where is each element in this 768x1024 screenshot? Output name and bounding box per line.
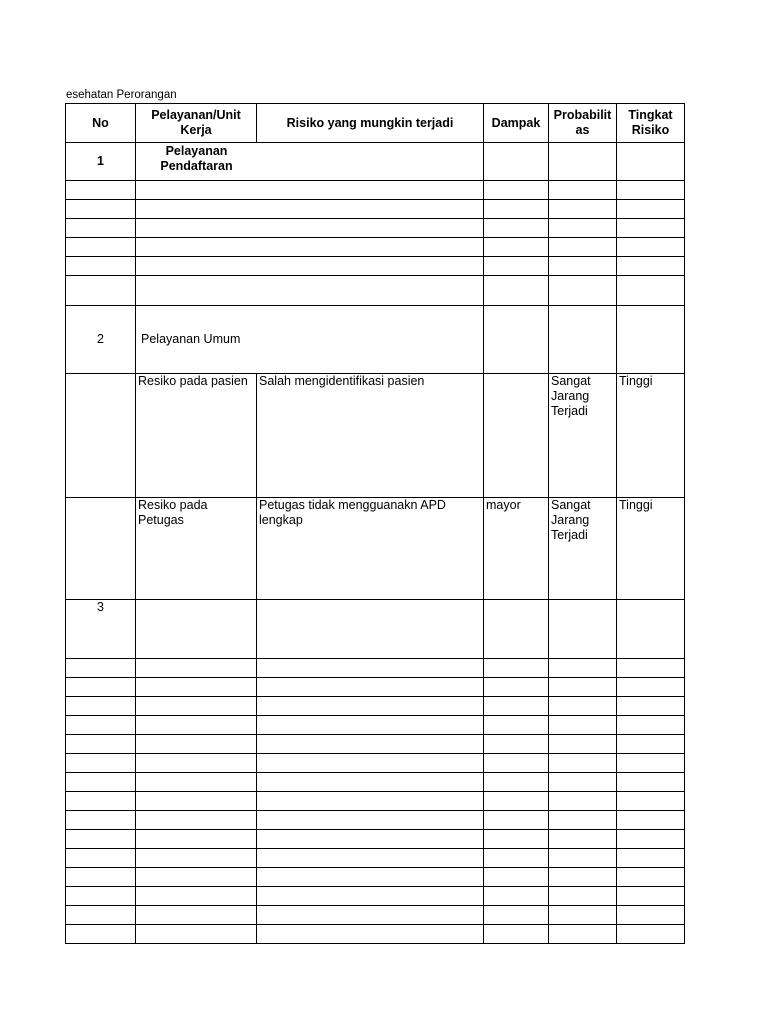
header-impact: Dampak: [484, 104, 549, 143]
risk-table: [65, 103, 685, 944]
section-2-unit: Pelayanan Umum: [136, 306, 484, 374]
blank-row: [66, 257, 685, 276]
blank-row: [66, 238, 685, 257]
blank-row: [66, 906, 685, 925]
header-risk: Risiko yang mungkin terjadi: [257, 104, 484, 143]
blank-row: [66, 716, 685, 735]
section-3-no: 3: [66, 600, 136, 659]
staff-risk: Petugas tidak mengguanakn APD lengkap: [257, 498, 484, 600]
staff-impact: mayor: [484, 498, 549, 600]
blank-row: [66, 868, 685, 887]
patient-risk: Salah mengidentifikasi pasien: [257, 374, 484, 498]
blank-row: [66, 181, 685, 200]
blank-row: [66, 887, 685, 906]
section-1-no: 1: [66, 143, 136, 181]
patient-probability: Sangat Jarang Terjadi: [549, 374, 617, 498]
staff-unit: Resiko pada Petugas: [136, 498, 257, 600]
staff-risk-level: Tinggi: [617, 498, 685, 600]
blank-row: [66, 830, 685, 849]
risk-row-staff: [66, 498, 685, 600]
blank-row: [66, 697, 685, 716]
header-unit: Pelayanan/Unit Kerja: [136, 104, 257, 143]
blank-row: [66, 792, 685, 811]
blank-row: [66, 925, 685, 944]
section-row-1: [66, 143, 685, 181]
blank-row: [66, 219, 685, 238]
patient-risk-level: Tinggi: [617, 374, 685, 498]
patient-unit: Resiko pada pasien: [136, 374, 257, 498]
section-row-2: [66, 306, 685, 374]
header-probability: Probabilitas: [549, 104, 617, 143]
blank-row: [66, 276, 685, 306]
section-1-unit-text: Pelayanan Pendaftaran: [160, 144, 233, 173]
blank-row: [66, 811, 685, 830]
blank-row: [66, 678, 685, 697]
section-row-3: [66, 600, 685, 659]
blank-row: [66, 735, 685, 754]
patient-impact: [484, 374, 549, 498]
blank-row: [66, 773, 685, 792]
header-row: [66, 104, 685, 143]
header-risk-level: Tingkat Risiko: [617, 104, 685, 143]
staff-probability: Sangat Jarang Terjadi: [549, 498, 617, 600]
blank-row: [66, 849, 685, 868]
section-1-unit: [136, 143, 484, 181]
risk-row-patient: [66, 374, 685, 498]
header-no: No: [66, 104, 136, 143]
section-2-no: 2: [66, 306, 136, 374]
blank-row: [66, 659, 685, 678]
blank-row: [66, 754, 685, 773]
sheet-title: esehatan Perorangan: [66, 89, 177, 101]
blank-row: [66, 200, 685, 219]
